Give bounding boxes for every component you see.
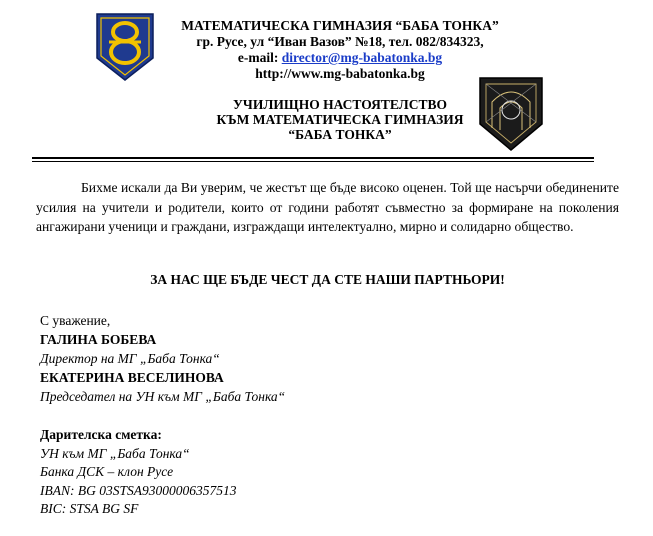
school-address: гр. Русе, ул “Иван Вазов” №18, тел. 082/834323,: [196, 34, 484, 49]
donation-heading: Дарителска сметка:: [40, 427, 162, 442]
iban: IBAN: BG 03STSA93000006357513: [40, 482, 237, 498]
director-name: ГАЛИНА БОБЕВА: [40, 332, 157, 347]
bic: BIC: STSA BG SF: [40, 501, 139, 516]
header-divider: [32, 157, 594, 159]
board-emblem-icon: [470, 72, 552, 154]
chair-title: Председател на УН към МГ „Баба Тонка“: [40, 389, 286, 404]
bank-name: Банка ДСК – клон Русе: [40, 464, 174, 479]
body-paragraph: Бихме искали да Ви уверим, че жестът ще бъде високо оценен. Той ще насърчи обединените усилия на учители и родители, които от години работят съвместно за формиране на поколения ангажирани ученици и граждани, изграждащи интелектуално, мирно и солидарно общество.: [36, 180, 619, 234]
director-title: Директор на МГ „Баба Тонка“: [40, 351, 220, 366]
letterhead: [0, 0, 653, 160]
regards: С уважение,: [40, 313, 111, 328]
board-title: УЧИЛИЩНО НАСТОЯТЕЛСТВО КЪМ МАТЕМАТИЧЕСКА ГИМНАЗИЯ “БАБА ТОНКА”: [216, 97, 464, 142]
school-name: МАТЕМАТИЧЕСКА ГИМНАЗИЯ “БАБА ТОНКА”: [181, 18, 499, 33]
school-logo-icon: [95, 12, 155, 82]
partners-statement: ЗА НАС ЩЕ БЪДЕ ЧЕСТ ДА СТЕ НАШИ ПАРТНЬОРИ!: [150, 272, 505, 287]
signature-block: [40, 311, 285, 406]
donation-account: [40, 426, 237, 519]
chair-name: ЕКАТЕРИНА ВЕСЕЛИНОВА: [40, 370, 224, 385]
header-divider-thin: [32, 161, 594, 162]
account-holder: УН към МГ „Баба Тонка“: [40, 445, 190, 461]
email-line: e-mail: director@mg-babatonka.bg: [237, 50, 443, 65]
email-link[interactable]: director@mg-babatonka.bg: [281, 50, 443, 65]
website: http://www.mg-babatonka.bg: [255, 66, 425, 81]
